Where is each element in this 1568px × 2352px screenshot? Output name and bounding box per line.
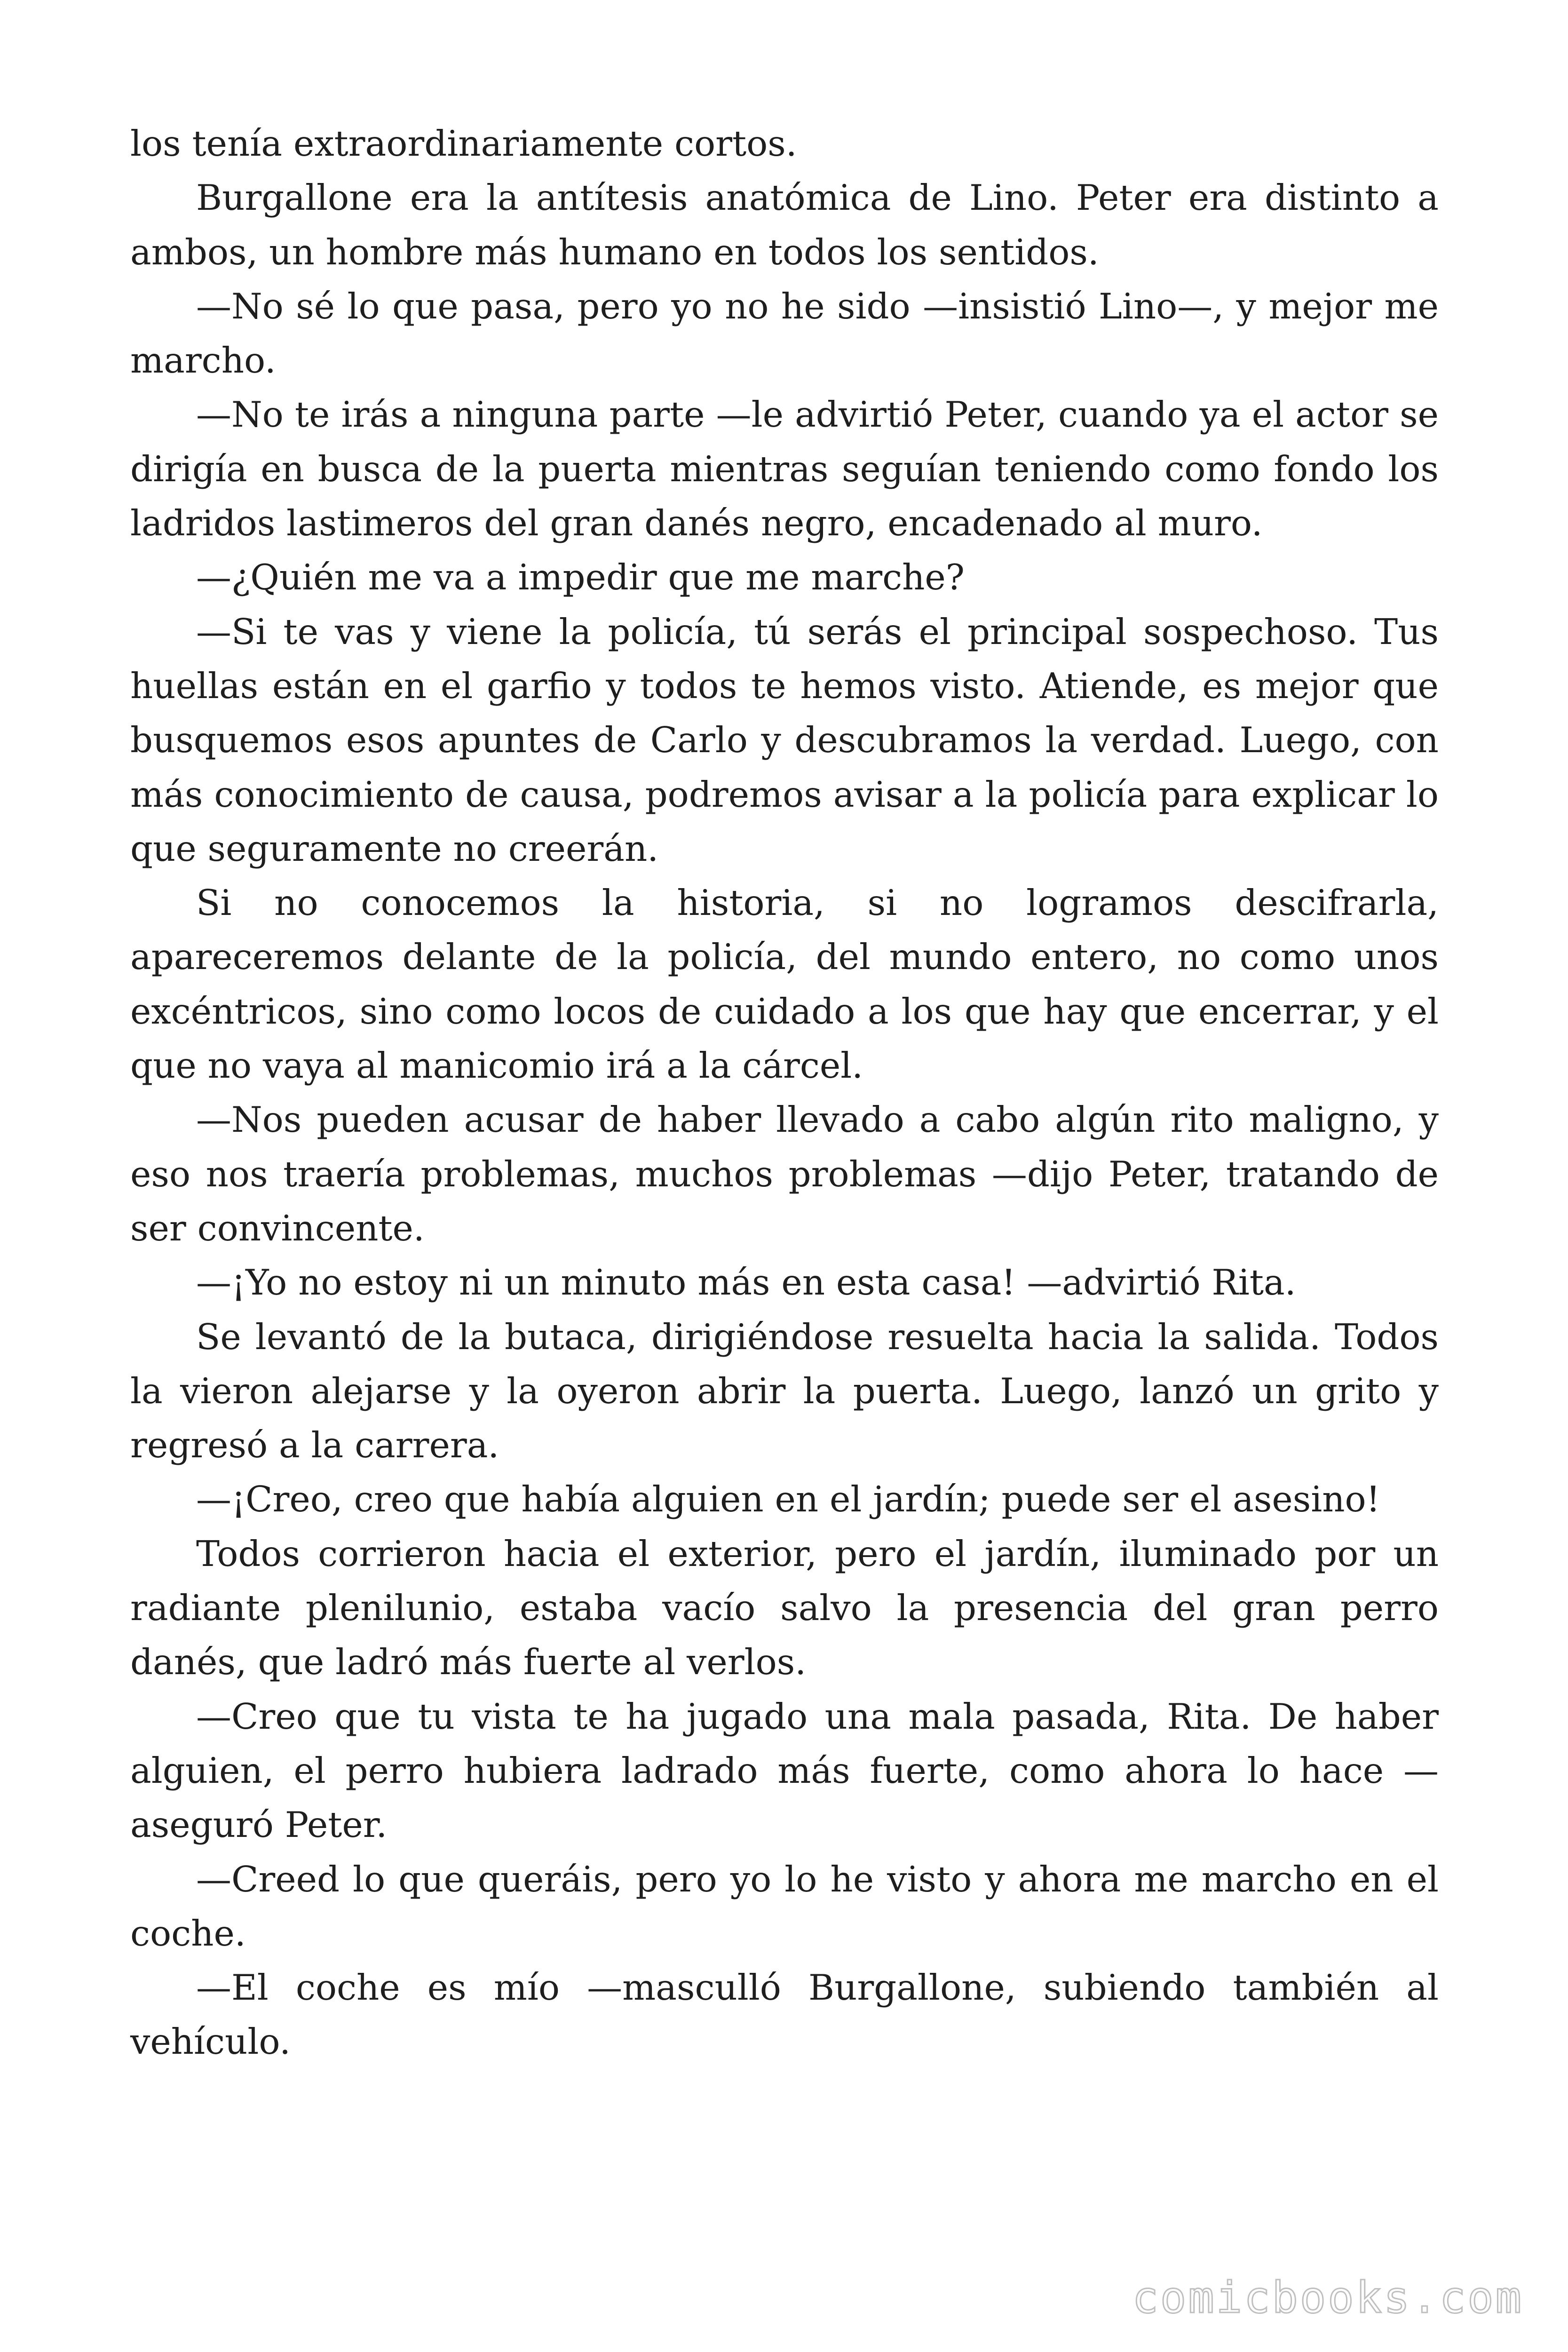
paragraph: —¡Creo, creo que había alguien en el jardín; puede ser el asesino! bbox=[196, 1478, 1380, 1520]
paragraph: —Nos pueden acusar de haber llevado a cabo algún rito maligno, y eso nos traería problemas, muchos problemas —dijo Peter, tratando de ser convincente. bbox=[130, 1099, 1439, 1249]
paragraph: —No sé lo que pasa, pero yo no he sido —insistió Lino—, y mejor me marcho. bbox=[130, 285, 1439, 381]
paragraph: —¡Yo no estoy ni un minuto más en esta casa! —advirtió Rita. bbox=[196, 1262, 1296, 1303]
paragraph: —Creo que tu vista te ha jugado una mala pasada, Rita. De haber alguien, el perro hubiera ladrado más fuerte, como ahora lo hace —aseguró Peter. bbox=[130, 1695, 1439, 1846]
page-text-body bbox=[130, 117, 1439, 2069]
paragraph: —Si te vas y viene la policía, tú serás el principal sospechoso. Tus huellas están en el garfio y todos te hemos visto. Atiende, es mejor que busquemos esos apuntes de Carlo y descubramos la verdad. Luego, con más conocimiento de causa, podremos avisar a la policía para explicar lo que seguramente no creerán. bbox=[130, 611, 1439, 869]
paragraph: —Creed lo que queráis, pero yo lo he visto y ahora me marcho en el coche. bbox=[130, 1858, 1439, 1954]
paragraph: —¿Quién me va a impedir que me marche? bbox=[196, 556, 965, 598]
paragraph: Si no conocemos la historia, si no logramos descifrarla, apareceremos delante de la policía, del mundo entero, no como unos excéntricos, sino como locos de cuidado a los que hay que encerrar, y el que no vaya al manicomio irá a la cárcel. bbox=[130, 882, 1439, 1087]
paragraph: Todos corrieron hacia el exterior, pero el jardín, iluminado por un radiante plenilunio, estaba vacío salvo la presencia del gran perro danés, que ladró más fuerte al verlos. bbox=[130, 1533, 1439, 1683]
paragraph: —No te irás a ninguna parte —le advirtió Peter, cuando ya el actor se dirigía en busca de la puerta mientras seguían teniendo como fondo los ladridos lastimeros del gran danés negro, encadenado al muro. bbox=[130, 394, 1439, 544]
paragraph-continued: los tenía extraordinariamente cortos. bbox=[130, 123, 797, 164]
paragraph: Se levantó de la butaca, dirigiéndose resuelta hacia la salida. Todos la vieron alejarse y la oyeron abrir la puerta. Luego, lanzó un grito y regresó a la carrera. bbox=[130, 1316, 1439, 1466]
paragraph: —El coche es mío —masculló Burgallone, subiendo también al vehículo. bbox=[130, 1967, 1439, 2063]
paragraph: Burgallone era la antítesis anatómica de Lino. Peter era distinto a ambos, un hombre más humano en todos los sentidos. bbox=[130, 177, 1439, 273]
site-watermark: comicbooks.com bbox=[1132, 2273, 1523, 2323]
